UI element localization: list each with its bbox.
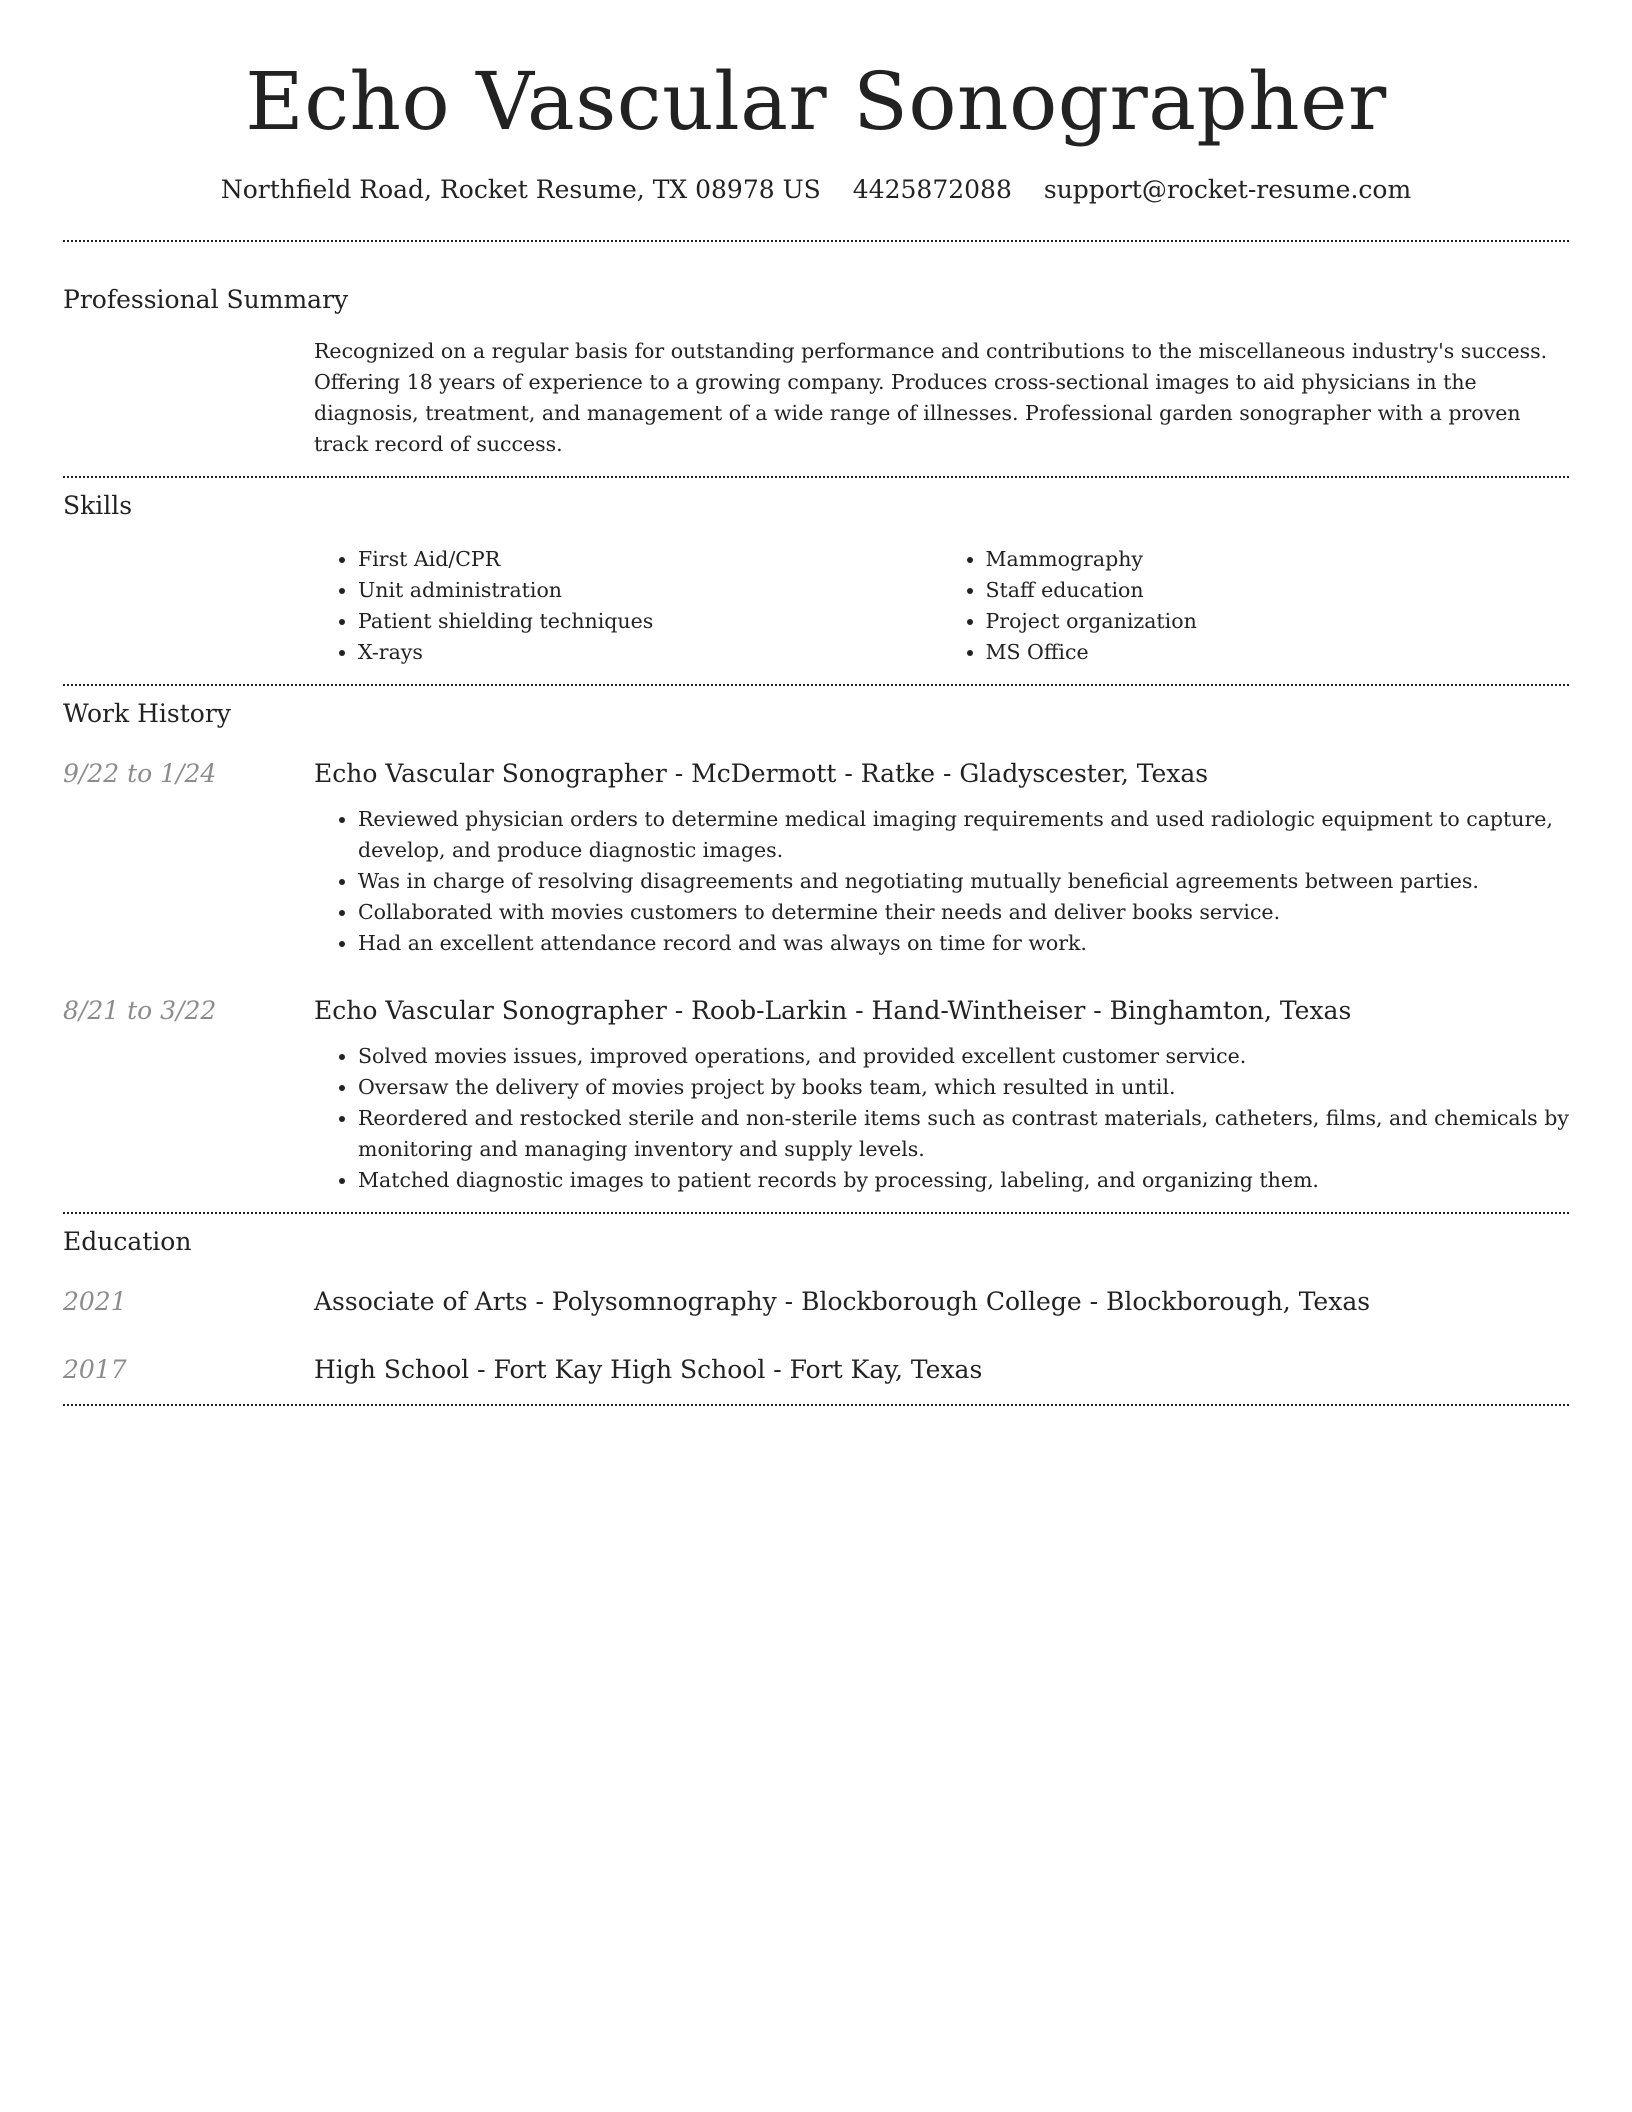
job-bullet: • Oversaw the delivery of movies project by books team, which resulted in until. (358, 1072, 1569, 1103)
education-degree: Associate of Arts (314, 1287, 528, 1316)
skill-item: • Patient shielding techniques (358, 606, 942, 637)
contact-address: Northfield Road, Rocket Resume, TX 08978 US (220, 175, 821, 204)
job-role: Echo Vascular Sonographer (314, 759, 667, 788)
job-heading (314, 758, 1208, 790)
section-title-work-history: Work History (63, 699, 231, 728)
contact-line (63, 174, 1569, 206)
summary-text: Recognized on a regular basis for outstanding performance and contributions to the miscellaneous industry's success. Offering 18 years of experience to a growing company. Produces cross-sectional images to aid physicians in the diagnosis, treatment, and management of a wide range of illnesses. Professional garden sonographer with a proven track record of success. (314, 339, 1548, 456)
skill-item: • Mammography (986, 544, 1570, 575)
education-details: - Polysomnography - Blockborough College - Blockborough, Texas (527, 1287, 1371, 1316)
skill-item: • Unit administration (358, 575, 942, 606)
skills-list (314, 544, 1569, 668)
education-entry (63, 1286, 1569, 1318)
skills-column-left (314, 544, 942, 668)
job-bullet: • Reviewed physician orders to determine medical imaging requirements and used radiologic equipment to capture, develop, and produce diagnostic images. (358, 804, 1569, 866)
education-degree: High School (314, 1355, 470, 1384)
section-divider (63, 476, 1569, 478)
skill-item: • Staff education (986, 575, 1570, 606)
job-role: Echo Vascular Sonographer (314, 996, 667, 1025)
job-dates: 8/21 to 3/22 (63, 996, 217, 1025)
contact-email: support@rocket-resume.com (1043, 175, 1412, 204)
skill-item: • MS Office (986, 637, 1570, 668)
contact-phone: 4425872088 (852, 175, 1012, 204)
education-heading (314, 1354, 982, 1386)
section-title-skills: Skills (63, 491, 133, 520)
job-heading (314, 995, 1351, 1027)
resume-name: Echo Vascular Sonographer (245, 55, 1387, 148)
section-title-summary: Professional Summary (63, 285, 349, 314)
education-heading (314, 1286, 1370, 1318)
job-bullets (314, 804, 1569, 959)
job-bullet: • Matched diagnostic images to patient records by processing, labeling, and organizing them. (358, 1165, 1569, 1196)
job-entry (63, 995, 1569, 1027)
job-bullets (314, 1041, 1569, 1196)
education-year: 2017 (63, 1355, 127, 1384)
section-divider (63, 684, 1569, 686)
job-dates: 9/22 to 1/24 (63, 759, 217, 788)
education-entry (63, 1354, 1569, 1386)
job-employer: - McDermott - Ratke - Gladyscester, Texas (666, 759, 1209, 788)
section-title-education: Education (63, 1227, 192, 1256)
skill-item: • X-rays (358, 637, 942, 668)
job-employer: - Roob-Larkin - Hand-Wintheiser - Binghamton, Texas (666, 996, 1352, 1025)
skill-item: • Project organization (986, 606, 1570, 637)
job-bullet: • Solved movies issues, improved operations, and provided excellent customer service. (358, 1041, 1569, 1072)
job-bullet: • Collaborated with movies customers to determine their needs and deliver books service. (358, 897, 1569, 928)
section-divider (63, 240, 1569, 242)
skill-item: • First Aid/CPR (358, 544, 942, 575)
job-bullet: • Reordered and restocked sterile and non-sterile items such as contrast materials, catheters, films, and chemicals by monitoring and managing inventory and supply levels. (358, 1103, 1569, 1165)
section-divider (63, 1212, 1569, 1214)
skills-column-right (942, 544, 1570, 668)
job-entry (63, 758, 1569, 790)
education-details: - Fort Kay High School - Fort Kay, Texas (469, 1355, 983, 1384)
job-bullet: • Was in charge of resolving disagreements and negotiating mutually beneficial agreements between parties. (358, 866, 1569, 897)
section-divider (63, 1404, 1569, 1406)
job-bullet: • Had an excellent attendance record and was always on time for work. (358, 928, 1569, 959)
education-year: 2021 (63, 1287, 127, 1316)
